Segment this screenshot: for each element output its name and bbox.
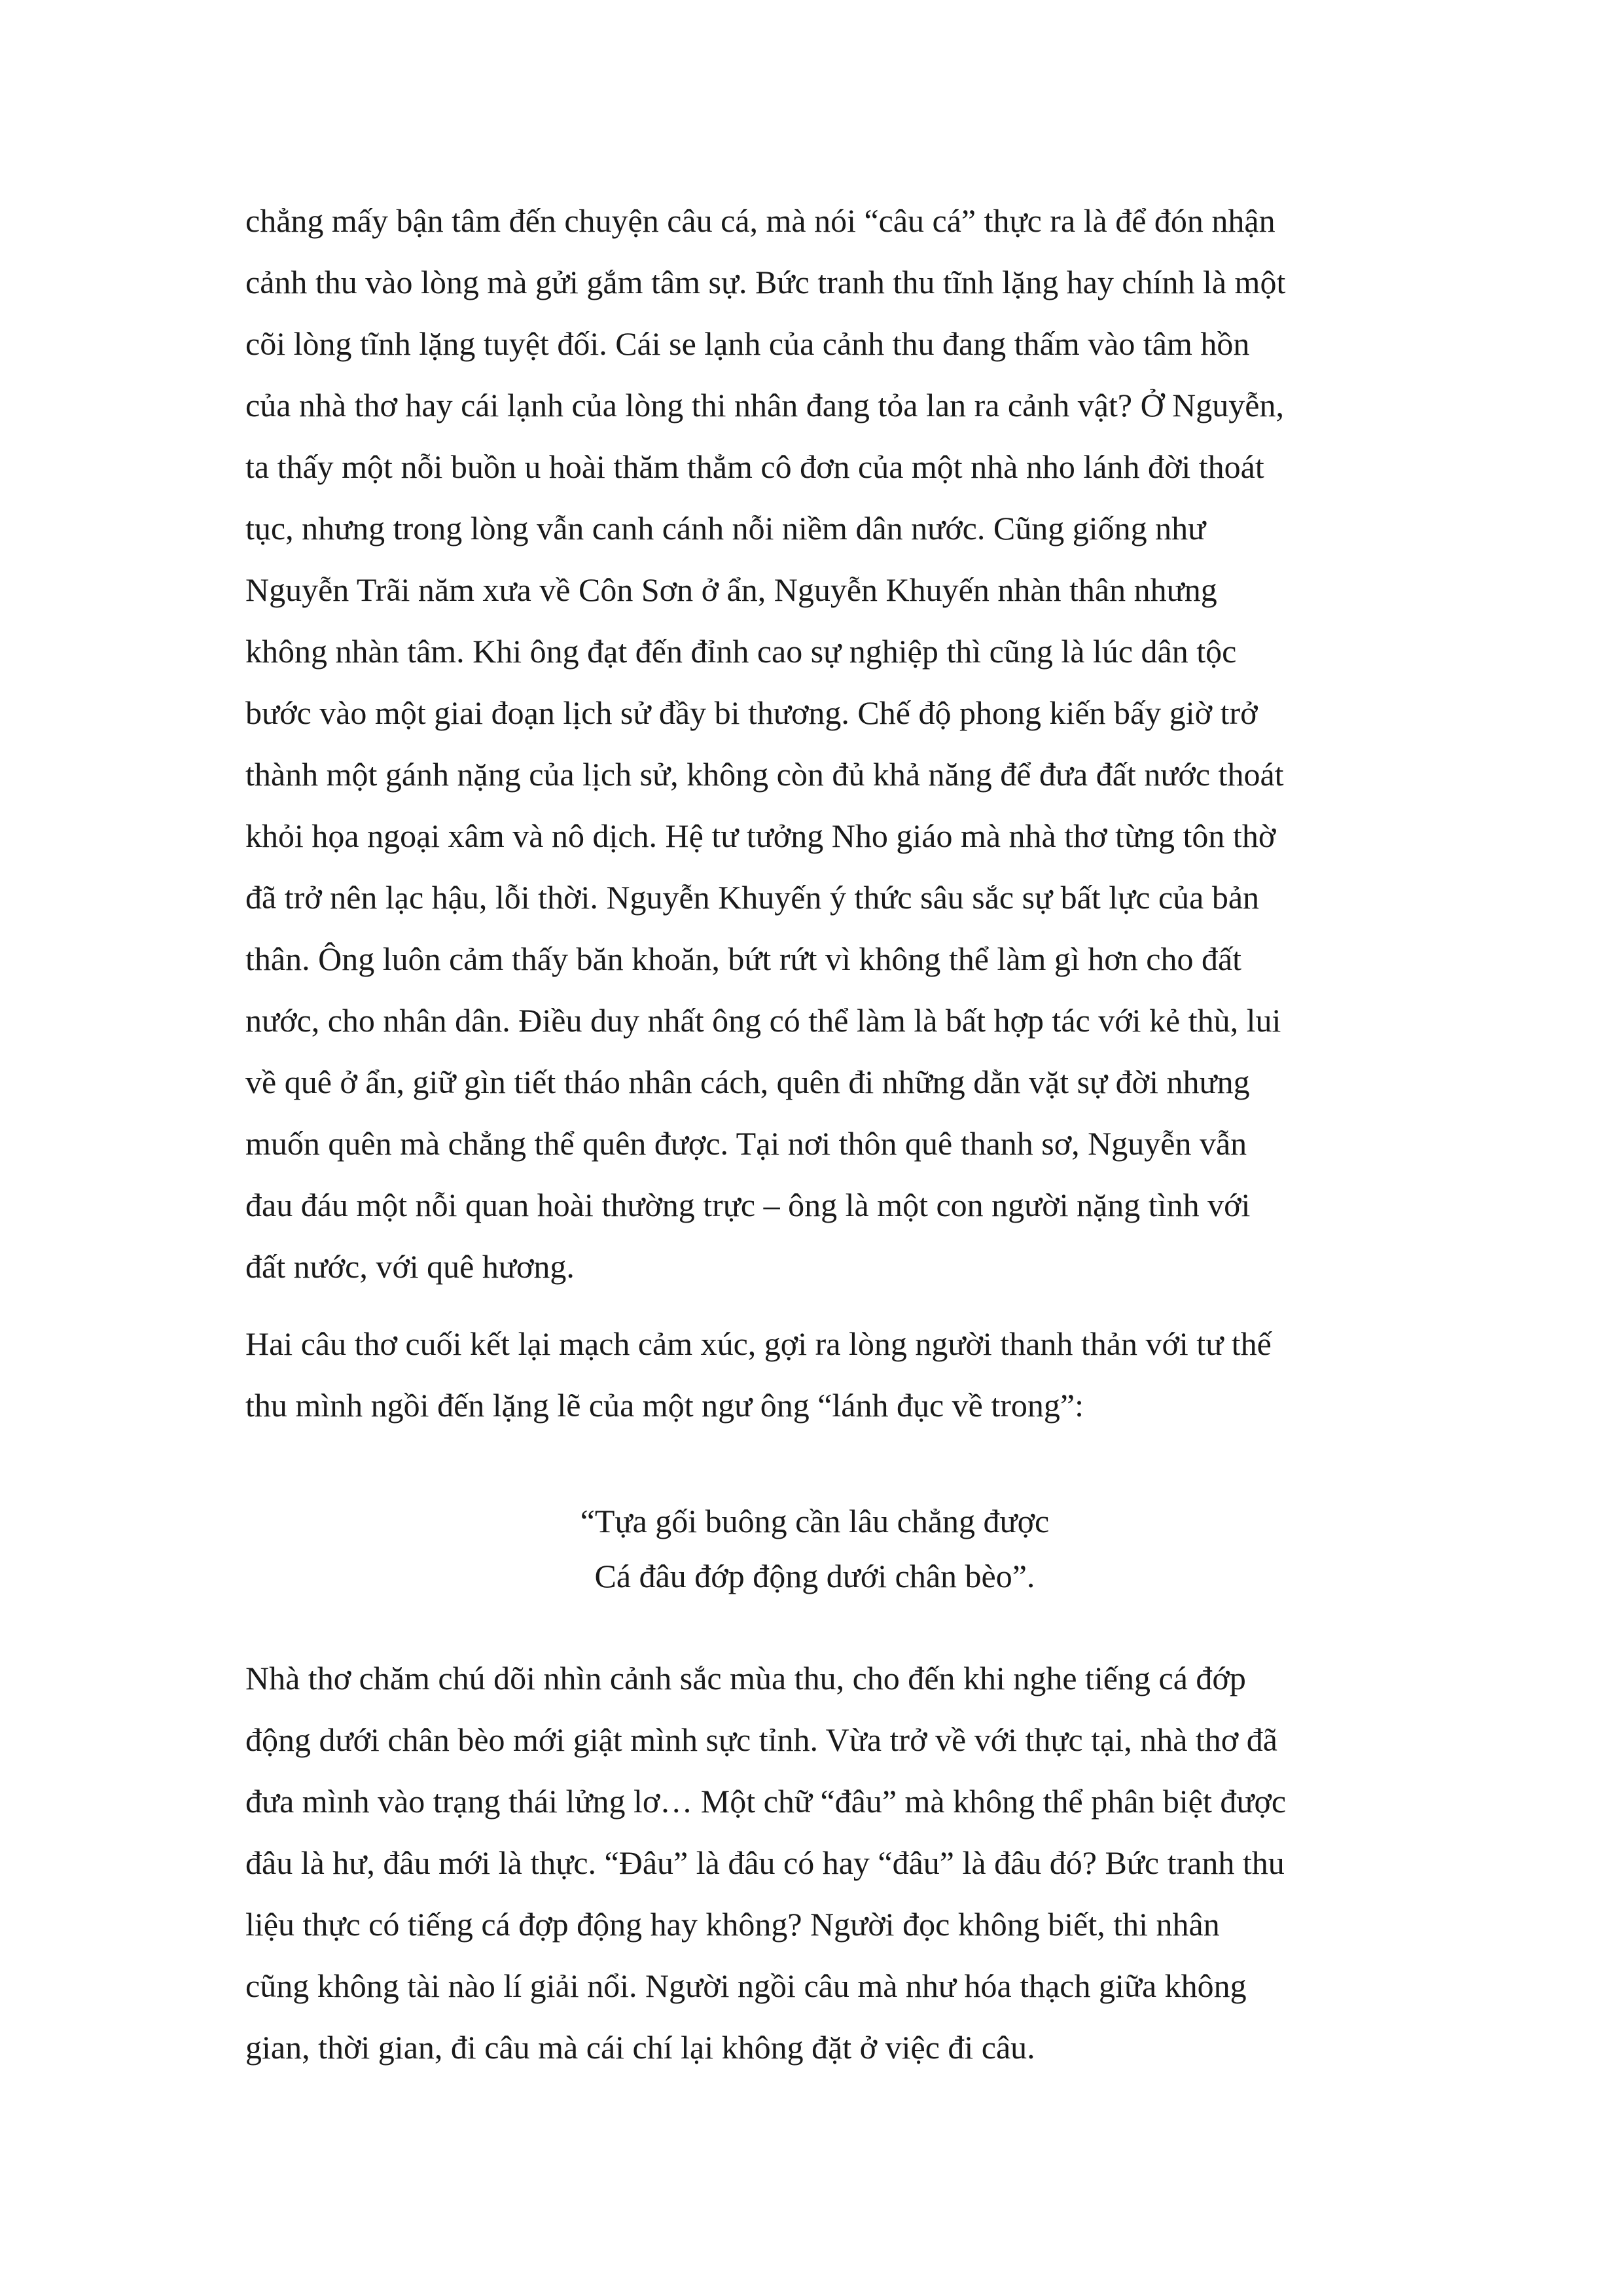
text-line: cảnh thu vào lòng mà gửi gắm tâm sự. Bức tranh thu tĩnh lặng hay chính là một — [245, 264, 1286, 300]
text-line: muốn quên mà chẳng thể quên được. Tại nơi thôn quê thanh sơ, Nguyễn vẫn — [245, 1125, 1247, 1162]
paragraph-2 — [245, 1313, 1384, 1436]
quote-line: “Tựa gối buông cần lâu chẳng được — [580, 1503, 1050, 1539]
text-line: cũng không tài nào lí giải nổi. Người ngồi câu mà như hóa thạch giữa không — [245, 1967, 1247, 2004]
text-line: tục, nhưng trong lòng vẫn canh cánh nỗi niềm dân nước. Cũng giống như — [245, 510, 1206, 547]
text-line: Nhà thơ chăm chú dõi nhìn cảnh sắc mùa thu, cho đến khi nghe tiếng cá đớp — [245, 1660, 1246, 1696]
text-line: đưa mình vào trạng thái lửng lơ… Một chữ “đâu” mà không thể phân biệt được — [245, 1783, 1287, 1820]
text-line: nước, cho nhân dân. Điều duy nhất ông có thể làm là bất hợp tác với kẻ thù, lui — [245, 1002, 1281, 1039]
text-line: đã trở nên lạc hậu, lỗi thời. Nguyễn Khuyến ý thức sâu sắc sự bất lực của bản — [245, 879, 1260, 916]
text-line: đau đáu một nỗi quan hoài thường trực – ông là một con người nặng tình với — [245, 1187, 1251, 1223]
paragraph-1 — [245, 190, 1384, 1297]
text-line: Hai câu thơ cuối kết lại mạch cảm xúc, gợi ra lòng người thanh thản với tư thế — [245, 1325, 1272, 1362]
poem-quote — [245, 1494, 1384, 1604]
text-line: thu mình ngồi đến lặng lẽ của một ngư ông “lánh đục về trong”: — [245, 1387, 1084, 1424]
text-line: gian, thời gian, đi câu mà cái chí lại không đặt ở việc đi câu. — [245, 2029, 1035, 2066]
text-line: cõi lòng tĩnh lặng tuyệt đối. Cái se lạnh của cảnh thu đang thấm vào tâm hồn — [245, 325, 1250, 362]
text-line: liệu thực có tiếng cá đợp động hay không? Người đọc không biết, thi nhân — [245, 1906, 1220, 1943]
text-line: chẳng mấy bận tâm đến chuyện câu cá, mà nói “câu cá” thực ra là để đón nhận — [245, 202, 1275, 239]
paragraph-3 — [245, 1647, 1384, 2078]
text-line: khỏi họa ngoại xâm và nô dịch. Hệ tư tưởng Nho giáo mà nhà thơ từng tôn thờ — [245, 817, 1276, 854]
text-line: bước vào một giai đoạn lịch sử đầy bi thương. Chế độ phong kiến bấy giờ trở — [245, 694, 1258, 731]
quote-line: Cá đâu đớp động dưới chân bèo”. — [594, 1558, 1035, 1594]
text-line: Nguyễn Trãi năm xưa về Côn Sơn ở ẩn, Nguyễn Khuyến nhàn thân nhưng — [245, 571, 1217, 608]
text-line: không nhàn tâm. Khi ông đạt đến đỉnh cao sự nghiệp thì cũng là lúc dân tộc — [245, 633, 1237, 670]
text-line: ta thấy một nỗi buồn u hoài thăm thẳm cô đơn của một nhà nho lánh đời thoát — [245, 448, 1264, 485]
text-line: đâu là hư, đâu mới là thực. “Đâu” là đâu có hay “đâu” là đâu đó? Bức tranh thu — [245, 1844, 1285, 1881]
text-line: động dưới chân bèo mới giật mình sực tỉnh. Vừa trở về với thực tại, nhà thơ đã — [245, 1721, 1277, 1758]
text-line: của nhà thơ hay cái lạnh của lòng thi nhân đang tỏa lan ra cảnh vật? Ở Nguyễn, — [245, 387, 1284, 423]
text-line: về quê ở ẩn, giữ gìn tiết tháo nhân cách, quên đi những dằn vặt sự đời nhưng — [245, 1064, 1250, 1100]
text-line: thành một gánh nặng của lịch sử, không còn đủ khả năng để đưa đất nước thoát — [245, 756, 1284, 793]
text-line: thân. Ông luôn cảm thấy băn khoăn, bứt rứt vì không thể làm gì hơn cho đất — [245, 941, 1242, 977]
text-line: đất nước, với quê hương. — [245, 1248, 575, 1285]
